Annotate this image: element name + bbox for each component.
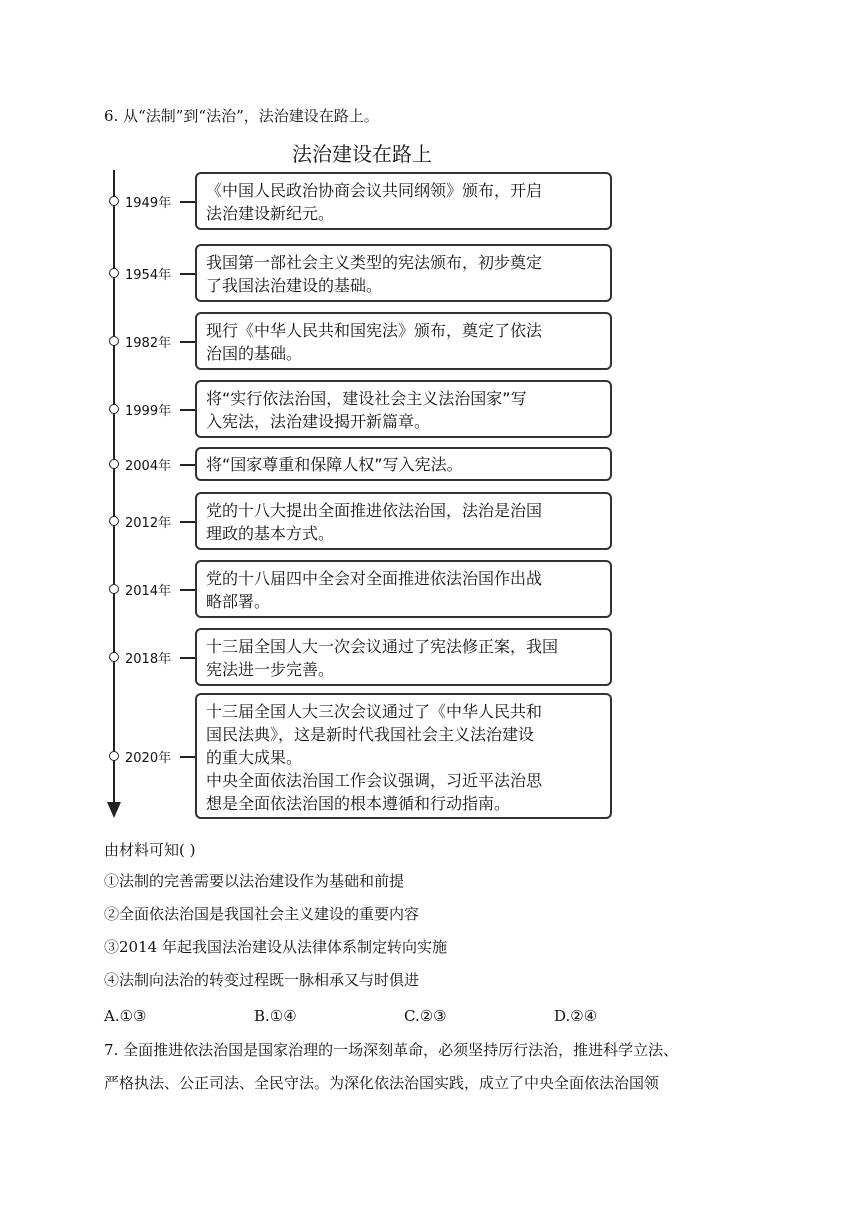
- option-d[interactable]: D.②④: [554, 1007, 598, 1025]
- option-c[interactable]: C.②③: [404, 1007, 447, 1025]
- timeline-event-text: 法治建设新纪元。: [206, 204, 335, 223]
- timeline-event-box: [195, 380, 612, 438]
- timeline-event-text: 理政的基本方式。: [206, 524, 335, 543]
- timeline-year: 2012年: [125, 516, 172, 531]
- timeline-event-text: 中央全面依法治国工作会议强调，习近平法治思: [206, 771, 543, 790]
- timeline-event-box: [195, 693, 612, 819]
- timeline-node: [109, 336, 119, 346]
- figure-title: 法治建设在路上: [292, 142, 432, 166]
- timeline-connector: [180, 409, 196, 411]
- timeline-node: [109, 751, 119, 761]
- question-6-prompt: 由材料可知( ): [104, 841, 196, 859]
- timeline-event-box: [195, 172, 612, 230]
- timeline-year: 1954年: [125, 268, 172, 283]
- timeline-event-text: 我国第一部社会主义类型的宪法颁布，初步奠定: [206, 253, 543, 272]
- timeline-node: [109, 584, 119, 594]
- timeline-event-box: [195, 628, 612, 686]
- timeline-event-text: 入宪法，法治建设揭开新篇章。: [206, 412, 431, 431]
- timeline-connector: [180, 589, 196, 591]
- timeline-event-box: [195, 447, 612, 481]
- timeline-event-box: [195, 492, 612, 550]
- timeline-event-text: 十三届全国人大一次会议通过了宪法修正案，我国: [206, 637, 559, 656]
- timeline-event-text: 国民法典》，这是新时代我国社会主义法治建设: [206, 725, 535, 744]
- timeline-node: [109, 268, 119, 278]
- statement-3: ③2014 年起我国法治建设从法律体系制定转向实施: [104, 938, 447, 956]
- timeline-event-text: 党的十八届四中全会对全面推进依法治国作出战: [206, 569, 543, 588]
- timeline-year: 1982年: [125, 336, 172, 351]
- timeline-node: [109, 196, 119, 206]
- timeline-year: 2004年: [125, 459, 172, 474]
- option-a[interactable]: A.①③: [104, 1007, 147, 1025]
- question-7-line-2: 严格执法、公正司法、全民守法。为深化依法治国实践，成立了中央全面依法治国领: [104, 1074, 660, 1092]
- timeline-year: 2018年: [125, 652, 172, 667]
- timeline-connector: [180, 521, 196, 523]
- timeline-event-text: 治国的基础。: [206, 344, 303, 363]
- timeline-year: 2020年: [125, 751, 172, 766]
- option-b[interactable]: B.①④: [254, 1007, 297, 1025]
- statement-2: ②全面依法治国是我国社会主义建设的重要内容: [104, 905, 420, 923]
- timeline-connector: [180, 756, 196, 758]
- timeline-event-text: 《中国人民政治协商会议共同纲领》颁布，开启: [206, 181, 543, 200]
- timeline-node: [109, 652, 119, 662]
- question-6-stem: 6. 从“法制”到“法治”，法治建设在路上。: [104, 107, 379, 125]
- timeline-event-text: 十三届全国人大三次会议通过了《中华人民共和: [206, 702, 543, 721]
- timeline-node: [109, 404, 119, 414]
- timeline-connector: [180, 657, 196, 659]
- timeline-connector: [180, 464, 196, 466]
- timeline-event-text: 宪法进一步完善。: [206, 660, 335, 679]
- question-7-line-1: 7. 全面推进依法治国是国家治理的一场深刻革命，必须坚持厉行法治，推进科学立法、: [104, 1041, 679, 1059]
- timeline-node: [109, 516, 119, 526]
- statement-4: ④法制向法治的转变过程既一脉相承又与时俱进: [104, 971, 420, 989]
- timeline-arrow-head: [107, 802, 121, 818]
- timeline-event-text: 想是全面依法治国的根本遵循和行动指南。: [206, 794, 511, 813]
- timeline-year: 1949年: [125, 196, 172, 211]
- timeline-connector: [180, 201, 196, 203]
- timeline-axis: [113, 170, 115, 805]
- timeline-connector: [180, 341, 196, 343]
- timeline-event-text: 将“国家尊重和保障人权”写入宪法。: [206, 455, 463, 474]
- timeline-event-text: 现行《中华人民共和国宪法》颁布，奠定了依法: [206, 321, 543, 340]
- timeline-connector: [180, 273, 196, 275]
- timeline-event-box: [195, 244, 612, 302]
- timeline-year: 2014年: [125, 584, 172, 599]
- timeline-event-text: 了我国法治建设的基础。: [206, 276, 383, 295]
- timeline-year: 1999年: [125, 404, 172, 419]
- timeline-node: [109, 459, 119, 469]
- timeline-event-text: 的重大成果。: [206, 748, 303, 767]
- timeline-event-text: 党的十八大提出全面推进依法治国，法治是治国: [206, 501, 543, 520]
- timeline-event-text: 将“实行依法治国，建设社会主义法治国家”写: [206, 389, 527, 408]
- timeline-event-box: [195, 560, 612, 618]
- timeline-event-text: 略部署。: [206, 592, 271, 611]
- timeline-event-box: [195, 312, 612, 370]
- statement-1: ①法制的完善需要以法治建设作为基础和前提: [104, 872, 405, 890]
